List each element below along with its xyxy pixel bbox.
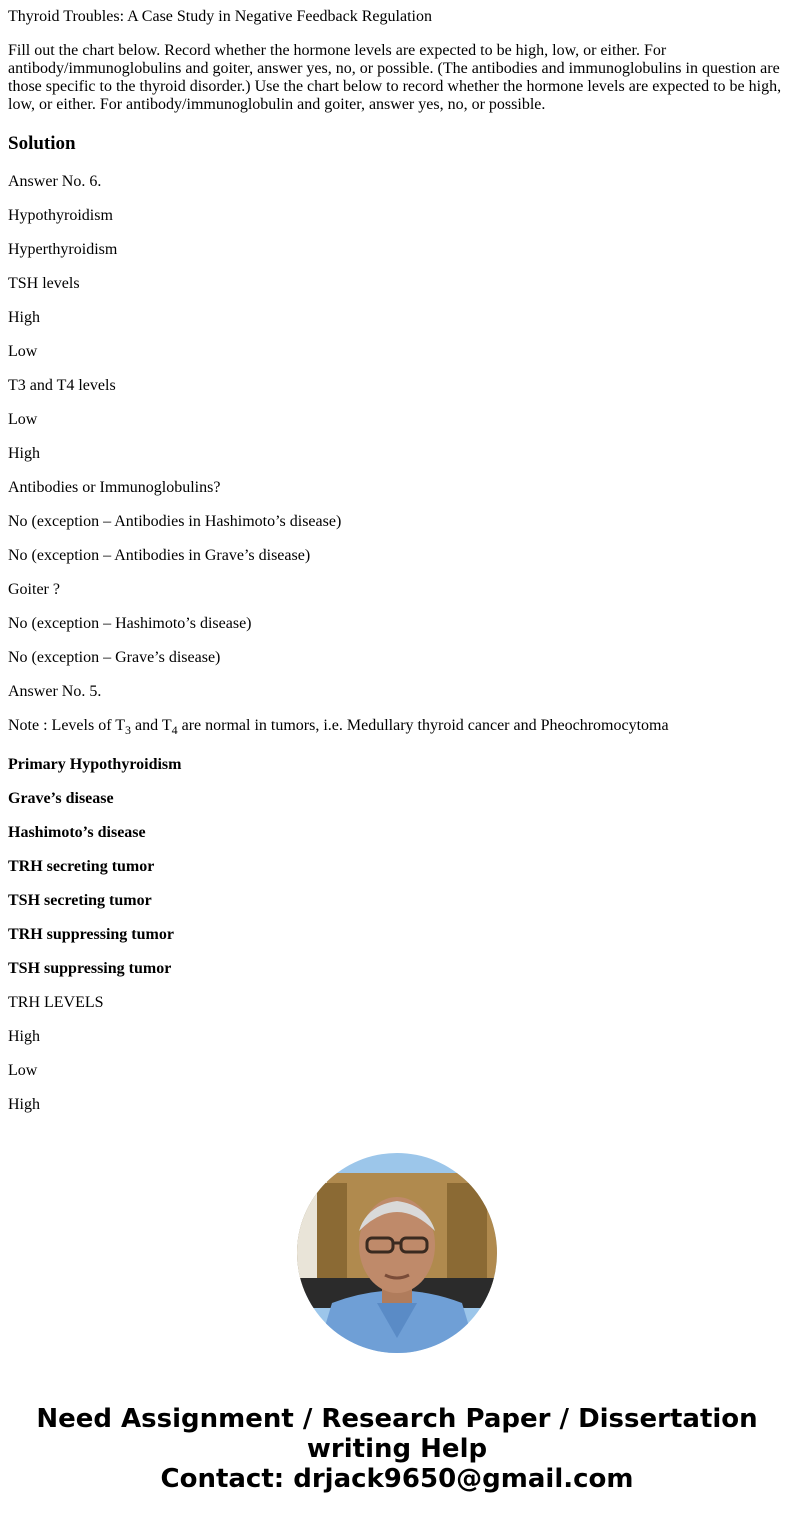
answer6-label: Answer No. 6.: [8, 173, 102, 190]
condition-item: TSH suppressing tumor: [8, 960, 172, 977]
note-suffix: are normal in tumors, i.e. Medullary thyroid cancer and Pheochromocytoma: [177, 717, 669, 734]
list-item: No (exception – Antibodies in Hashimoto’s disease): [8, 513, 342, 530]
condition-item: TRH secreting tumor: [8, 858, 155, 875]
condition-item: Primary Hypothyroidism: [8, 756, 182, 773]
condition-item: TRH suppressing tumor: [8, 926, 174, 943]
list-item: No (exception – Grave’s disease): [8, 649, 221, 666]
trh-levels-heading: TRH LEVELS: [8, 994, 104, 1011]
note-subscript-4: 4: [171, 723, 178, 738]
list-item: Low: [8, 343, 38, 360]
banner-contact-line: Contact: drjack9650@gmail.com: [160, 1464, 634, 1494]
instructions-paragraph: Fill out the chart below. Record whether the hormone levels are expected to be high, low, or either. For antibody/immunoglobulins and goiter, answer yes, no, or possible. (The antibodies and immunoglobulins in question are those specific to the thyroid disorder.) Use the chart below to record whether the hormone levels are expected to be high, low, or either. For antibody/immunoglobulin and goiter, answer yes, no, or possible.: [8, 42, 782, 113]
condition-item: Hashimoto’s disease: [8, 824, 146, 841]
list-item: High: [8, 309, 40, 326]
condition-item: Grave’s disease: [8, 790, 114, 807]
list-item: Goiter ?: [8, 581, 60, 598]
list-item: No (exception – Hashimoto’s disease): [8, 615, 252, 632]
note-mid: and T: [131, 717, 172, 734]
list-item: No (exception – Antibodies in Grave’s disease): [8, 547, 311, 564]
note-subscript-3: 3: [125, 723, 132, 738]
tumor-note: [8, 717, 786, 738]
condition-item: TSH secreting tumor: [8, 892, 152, 909]
banner-line-2: writing Help: [306, 1434, 488, 1464]
list-item: TSH levels: [8, 275, 80, 292]
list-item: Low: [8, 411, 38, 428]
author-avatar: [297, 1153, 497, 1353]
trh-level: High: [8, 1028, 40, 1045]
answer5-label: Answer No. 5.: [8, 683, 102, 700]
author-portrait-image: [297, 1153, 497, 1353]
note-prefix: Note : Levels of T: [8, 717, 126, 734]
list-item: Hyperthyroidism: [8, 241, 118, 258]
trh-level: Low: [8, 1062, 38, 1079]
list-item: T3 and T4 levels: [8, 377, 116, 394]
solution-heading: Solution: [8, 133, 76, 154]
document-title: Thyroid Troubles: A Case Study in Negative Feedback Regulation: [8, 8, 432, 25]
contact-banner: [0, 1404, 794, 1494]
list-item: High: [8, 445, 40, 462]
list-item: Hypothyroidism: [8, 207, 113, 224]
banner-line-1: Need Assignment / Research Paper / Dissertation: [36, 1404, 758, 1434]
list-item: Antibodies or Immunoglobulins?: [8, 479, 221, 496]
trh-level: High: [8, 1096, 40, 1113]
